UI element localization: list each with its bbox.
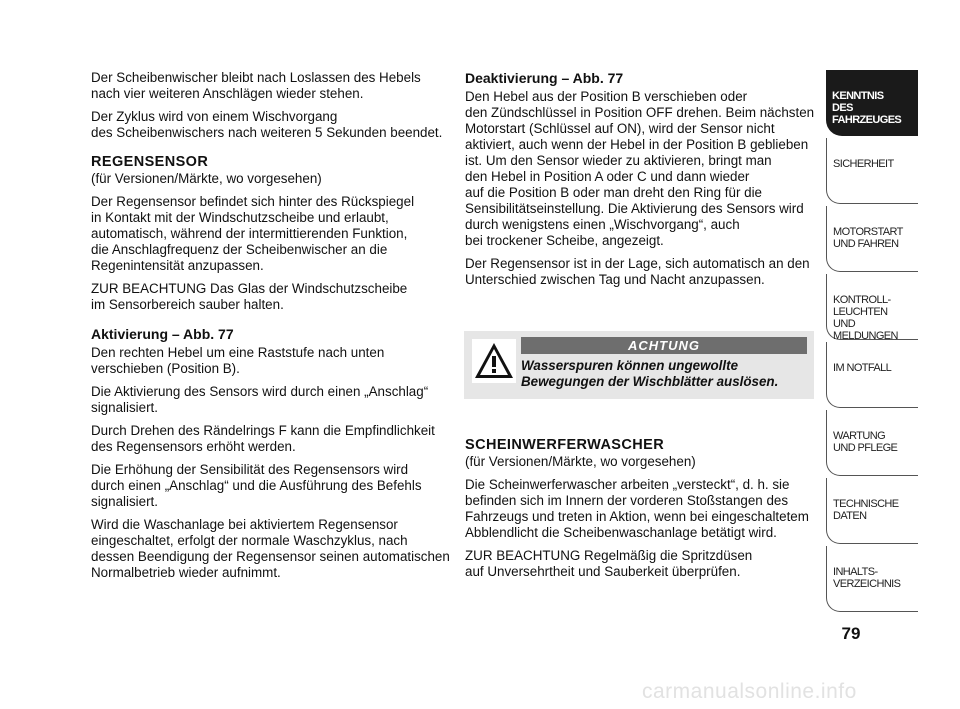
nav-tab-motorstart[interactable]: MOTORSTART UND FAHREN <box>826 206 918 272</box>
page-number: 79 <box>841 624 861 643</box>
paragraph: ZUR BEACHTUNG Regelmäßig die Spritzdüsen auf Unversehrtheit und Sauberkeit überprüfen. <box>465 548 753 579</box>
paragraph: Die Aktivierung des Sensors wird durch einen „Anschlag“ signalisiert. <box>91 384 429 415</box>
paragraph: Der Regensensor ist in der Lage, sich automatisch an den Unterschied zwischen Tag und Nacht anzupassen. <box>465 256 810 287</box>
nav-tab-sicherheit[interactable]: SICHERHEIT <box>826 138 918 204</box>
footer-watermark: carmanualsonline.info <box>642 680 857 703</box>
right-column-lower <box>465 437 815 587</box>
paragraph: Der Zyklus wird von einem Wischvorgang des Scheibenwischers nach weiteren 5 Sekunden beendet. <box>91 109 443 140</box>
warning-text: Wasserspuren können ungewollte Bewegungen der Wischblätter auslösen. <box>521 358 779 389</box>
nav-tab-wartung[interactable]: WARTUNG UND PFLEGE <box>826 410 918 476</box>
warning-title: ACHTUNG <box>521 337 807 354</box>
paragraph: Durch Drehen des Rändelrings F kann die Empfindlichkeit des Regensensors erhöht werden. <box>91 423 435 454</box>
warning-box <box>464 331 814 399</box>
paragraph: ZUR BEACHTUNG Das Glas der Windschutzscheibe im Sensorbereich sauber halten. <box>91 281 408 312</box>
nav-tab-kenntnis[interactable]: KENNTNIS DES FAHRZEUGES <box>826 70 918 136</box>
nav-tab-inhaltsverzeichnis[interactable]: INHALTS- VERZEICHNIS <box>826 546 918 612</box>
paragraph: Die Erhöhung der Sensibilität des Regensensors wird durch einen „Anschlag“ und die Ausführung des Befehls signalisiert. <box>91 462 422 509</box>
paragraph: Den rechten Hebel um eine Raststufe nach unten verschieben (Position B). <box>91 345 385 376</box>
paragraph: Der Scheibenwischer bleibt nach Loslassen des Hebels nach vier weiteren Anschlägen wieder stehen. <box>91 70 421 101</box>
paragraph: Die Scheinwerferwascher arbeiten „versteckt“, d. h. sie befinden sich im Innern der vorderen Stoßstangen des Fahrzeugs und treten in Aktion, wenn bei eingeschaltetem Abblendlicht die Scheibenwaschanlage betätigt wird. <box>465 477 809 540</box>
nav-tab-im-notfall[interactable]: IM NOTFALL <box>826 342 918 408</box>
paragraph: (für Versionen/Märkte, wo vorgesehen) <box>465 454 696 469</box>
nav-tab-technische-daten[interactable]: TECHNISCHE DATEN <box>826 478 918 544</box>
section-heading-scheinwerferwascher: SCHEINWERFERWASCHER <box>465 437 665 453</box>
section-heading-regensensor: REGENSENSOR <box>91 154 209 170</box>
paragraph: Wird die Waschanlage bei aktiviertem Regensensor eingeschaltet, erfolgt der normale Waschzyklus, nach dessen Beendigung der Regensensor seinen automatischen Normalbetrieb wieder aufnimmt. <box>91 517 450 580</box>
chapter-nav <box>826 70 918 614</box>
subheading-aktivierung: Aktivierung – Abb. 77 <box>91 326 234 342</box>
paragraph: (für Versionen/Märkte, wo vorgesehen) <box>91 171 322 186</box>
subheading-deaktivierung: Deaktivierung – Abb. 77 <box>465 70 624 86</box>
paragraph: Der Regensensor befindet sich hinter des Rückspiegel in Kontakt mit der Windschutzscheibe und erlaubt, automatisch, während der intermittierenden Funktion, die Anschlagfrequenz der Scheibenwischer an die Regenintensität anzupassen. <box>91 194 415 273</box>
right-column <box>465 70 815 295</box>
left-column <box>91 70 451 588</box>
warning-triangle-icon <box>472 339 516 383</box>
paragraph: Den Hebel aus der Position B verschieben oder den Zündschlüssel in Position OFF drehen. Beim nächsten Motorstart (Schlüssel auf ON), wird der Sensor nicht aktiviert, auch wenn der Hebel in der Position B geblieben ist. Um den Sensor wieder zu aktivieren, bringt man den Hebel in Position A oder C und dann wieder auf die Position B oder man dreht den Ring für die Sensibilitätseinstellung. Die Aktivierung des Sensors wird durch wenigstens einen „Wischvorgang“, auch bei trockener Scheibe, angezeigt. <box>465 89 815 248</box>
nav-tab-kontrollleuchten[interactable]: KONTROLL- LEUCHTEN UND MELDUNGEN <box>826 274 918 340</box>
